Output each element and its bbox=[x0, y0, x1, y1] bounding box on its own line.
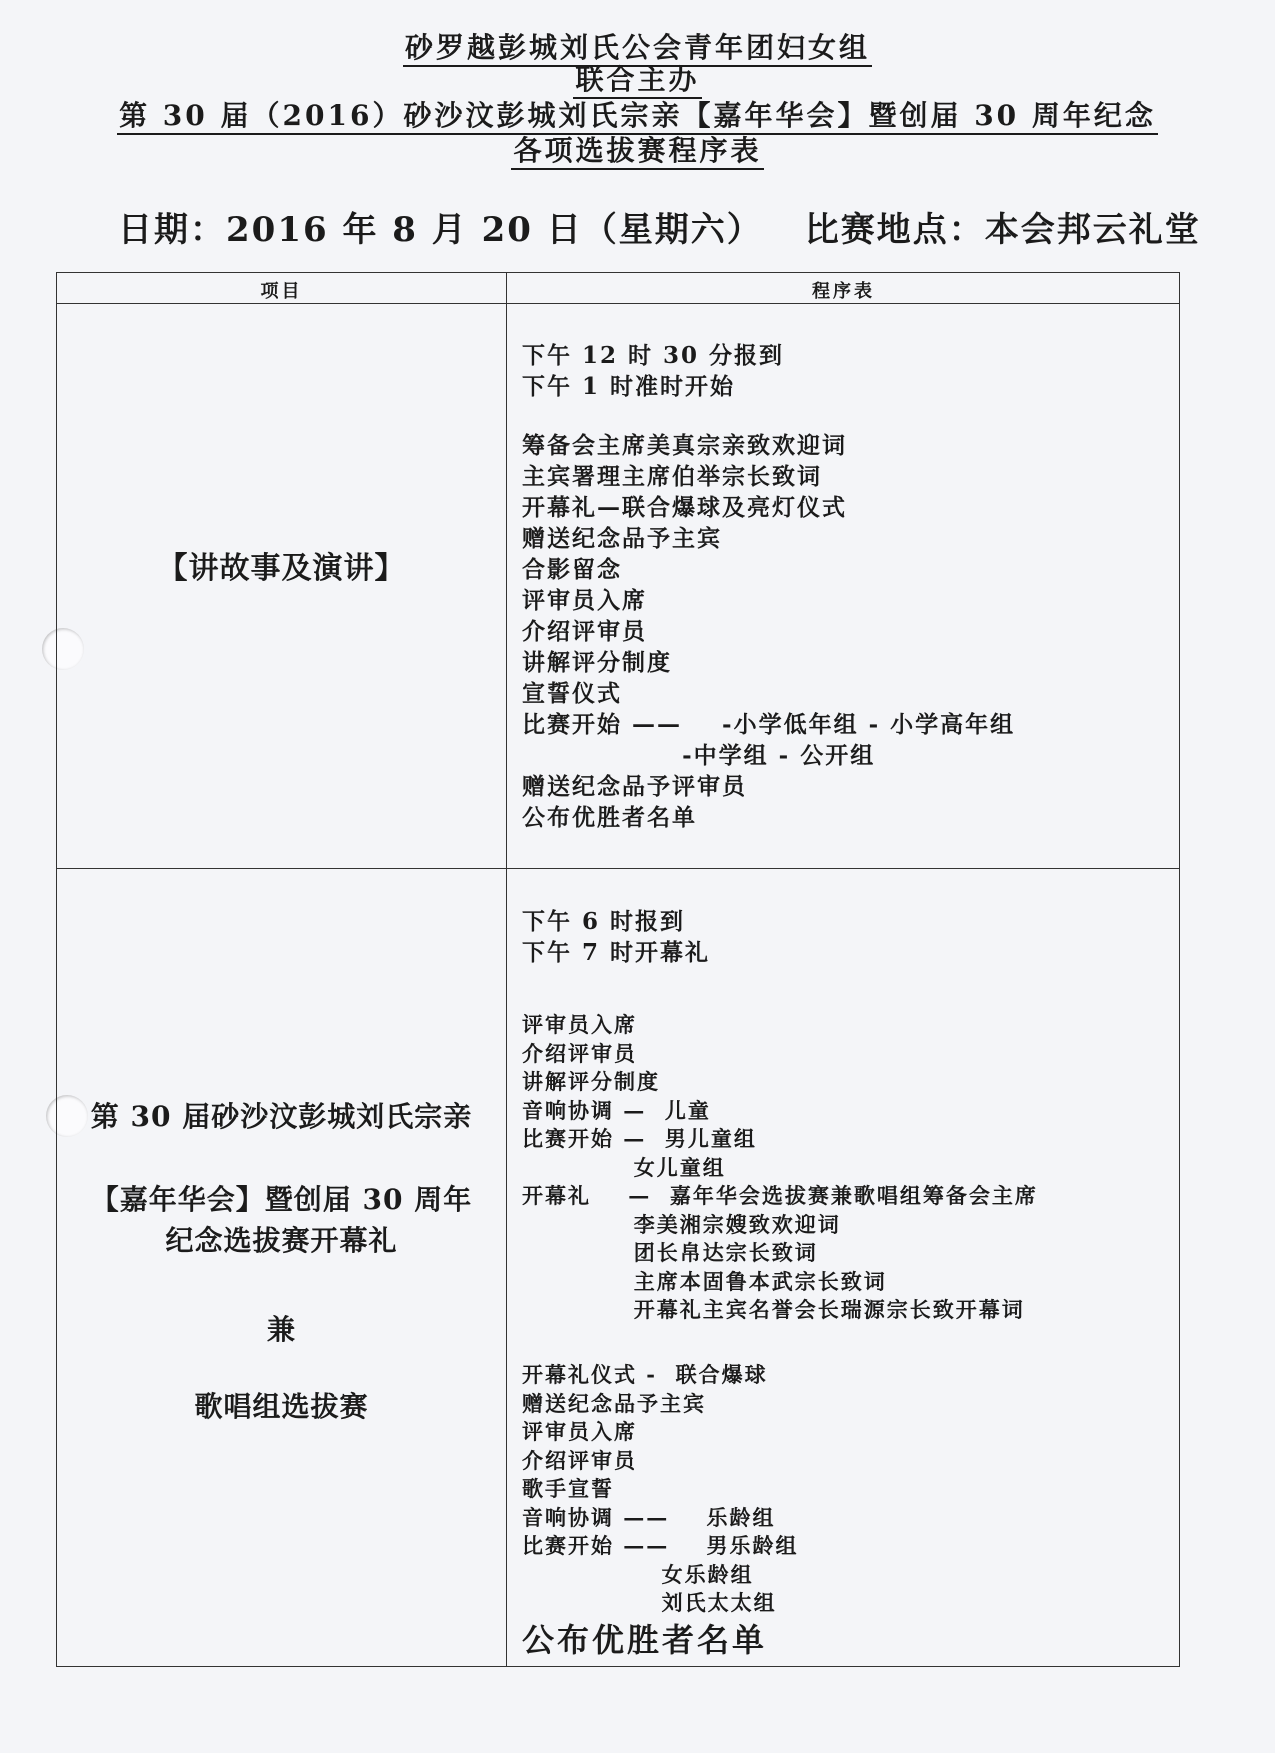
schedule-line: 下午 7 时开幕礼 bbox=[522, 939, 711, 966]
section2-item-line: 【嘉年华会】暨创届 30 周年 bbox=[90, 1183, 473, 1216]
section2-item-line: 第 30 届砂沙汶彭城刘氏宗亲 bbox=[90, 1100, 473, 1133]
schedule-line: 介绍评审员 bbox=[522, 1040, 637, 1066]
venue-value: 本会邦云礼堂 bbox=[984, 210, 1201, 250]
schedule-line: 公布优胜者名单 bbox=[522, 804, 697, 831]
event-title bbox=[0, 100, 1275, 132]
schedule-line: 比赛开始 —— 男乐龄组 bbox=[522, 1533, 799, 1558]
schedule-line: 评审员入席 bbox=[522, 1012, 637, 1037]
schedule-line: 比赛开始 — 男儿童组 bbox=[522, 1126, 757, 1151]
organizer-title bbox=[0, 32, 1275, 64]
schedule-line: 下午 12 时 30 分报到 bbox=[522, 342, 785, 369]
schedule-line: 赠送纪念品予评审员 bbox=[522, 773, 747, 800]
section2-schedule-bottom bbox=[522, 1361, 799, 1618]
schedule-line: 讲解评分制度 bbox=[522, 649, 672, 676]
announce-winners: 公布优胜者名单 bbox=[522, 1621, 768, 1659]
schedule-line: 筹备会主席美真宗亲致欢迎词 bbox=[522, 432, 847, 459]
column-divider bbox=[506, 273, 507, 1666]
schedule-line: 介绍评审员 bbox=[522, 618, 647, 645]
schedule-line: 宣誓仪式 bbox=[522, 680, 622, 707]
date-value: 2016 年 8 月 20 日（星期六） bbox=[226, 210, 763, 250]
schedule-line: 开幕礼—联合爆球及亮灯仪式 bbox=[522, 494, 847, 521]
section1-schedule bbox=[522, 340, 1015, 833]
date-label: 日期： bbox=[118, 210, 226, 250]
venue-label: 比赛地点： bbox=[804, 210, 985, 250]
event-title-text: 第 30 届（2016）砂沙汶彭城刘氏宗亲【嘉年华会】暨创届 30 周年纪念 bbox=[117, 99, 1158, 135]
schedule-line: 合影留念 bbox=[522, 556, 622, 583]
schedule-line: 评审员入席 bbox=[522, 1419, 637, 1444]
schedule-line: 开幕礼仪式 - 联合爆球 bbox=[522, 1362, 768, 1387]
section2-item-line: 兼 bbox=[266, 1313, 296, 1346]
schedule-line: 刘氏太太组 bbox=[522, 1590, 777, 1615]
schedule-line: 开幕礼主宾名誉会长瑞源宗长致开幕词 bbox=[522, 1297, 1025, 1322]
date-venue-line bbox=[118, 202, 1218, 251]
schedule-line: 歌手宣誓 bbox=[522, 1476, 614, 1501]
schedule-line: 赠送纪念品予主宾 bbox=[522, 525, 722, 552]
schedule-line: 团长帛达宗长致词 bbox=[522, 1240, 818, 1265]
section1-item-name: 【讲故事及演讲】 bbox=[157, 551, 406, 586]
schedule-line: 女儿童组 bbox=[522, 1154, 726, 1180]
schedule-line: 李美湘宗嫂致欢迎词 bbox=[522, 1211, 841, 1237]
schedule-line: 下午 6 时报到 bbox=[522, 908, 686, 935]
schedule-line: 音响协调 —— 乐龄组 bbox=[522, 1504, 776, 1530]
schedule-line: 讲解评分制度 bbox=[522, 1069, 660, 1094]
section2-schedule-middle bbox=[522, 1011, 1038, 1325]
section2-item-line: 纪念选拔赛开幕礼 bbox=[165, 1224, 398, 1257]
schedule-line: 介绍评审员 bbox=[522, 1447, 637, 1473]
schedule-line: 比赛开始 —— -小学低年组 - 小学高年组 bbox=[522, 711, 1016, 738]
schedule-title-text: 各项选拔赛程序表 bbox=[511, 134, 763, 170]
co-host-title bbox=[0, 64, 1275, 96]
schedule-line: 评审员入席 bbox=[522, 587, 647, 614]
schedule-line: -中学组 - 公开组 bbox=[522, 742, 876, 769]
schedule-line: 音响协调 — 儿童 bbox=[522, 1097, 711, 1123]
schedule-line bbox=[522, 402, 1015, 430]
organizer-title-text: 砂罗越彭城刘氏公会青年团妇女组 bbox=[403, 31, 872, 67]
schedule-title bbox=[0, 135, 1275, 167]
header-divider bbox=[57, 303, 1179, 304]
section2-item-line: 歌唱组选拔赛 bbox=[194, 1390, 369, 1423]
section2-final-line bbox=[522, 1621, 768, 1659]
column-header-schedule: 程序表 bbox=[812, 281, 875, 302]
schedule-line: 主宾署理主席伯举宗长致词 bbox=[522, 463, 822, 490]
section2-schedule-top bbox=[522, 906, 710, 968]
section-divider bbox=[57, 868, 1179, 869]
co-host-title-text: 联合主办 bbox=[573, 63, 701, 99]
column-header-item: 项目 bbox=[260, 281, 303, 302]
schedule-line: 赠送纪念品予主宾 bbox=[522, 1390, 706, 1416]
schedule-line: 女乐龄组 bbox=[522, 1561, 754, 1587]
schedule-line: 下午 1 时准时开始 bbox=[522, 373, 736, 400]
schedule-line: 主席本固鲁本武宗长致词 bbox=[522, 1268, 887, 1294]
schedule-line: 开幕礼 — 嘉年华会选拔赛兼歌唱组筹备会主席 bbox=[522, 1183, 1038, 1208]
